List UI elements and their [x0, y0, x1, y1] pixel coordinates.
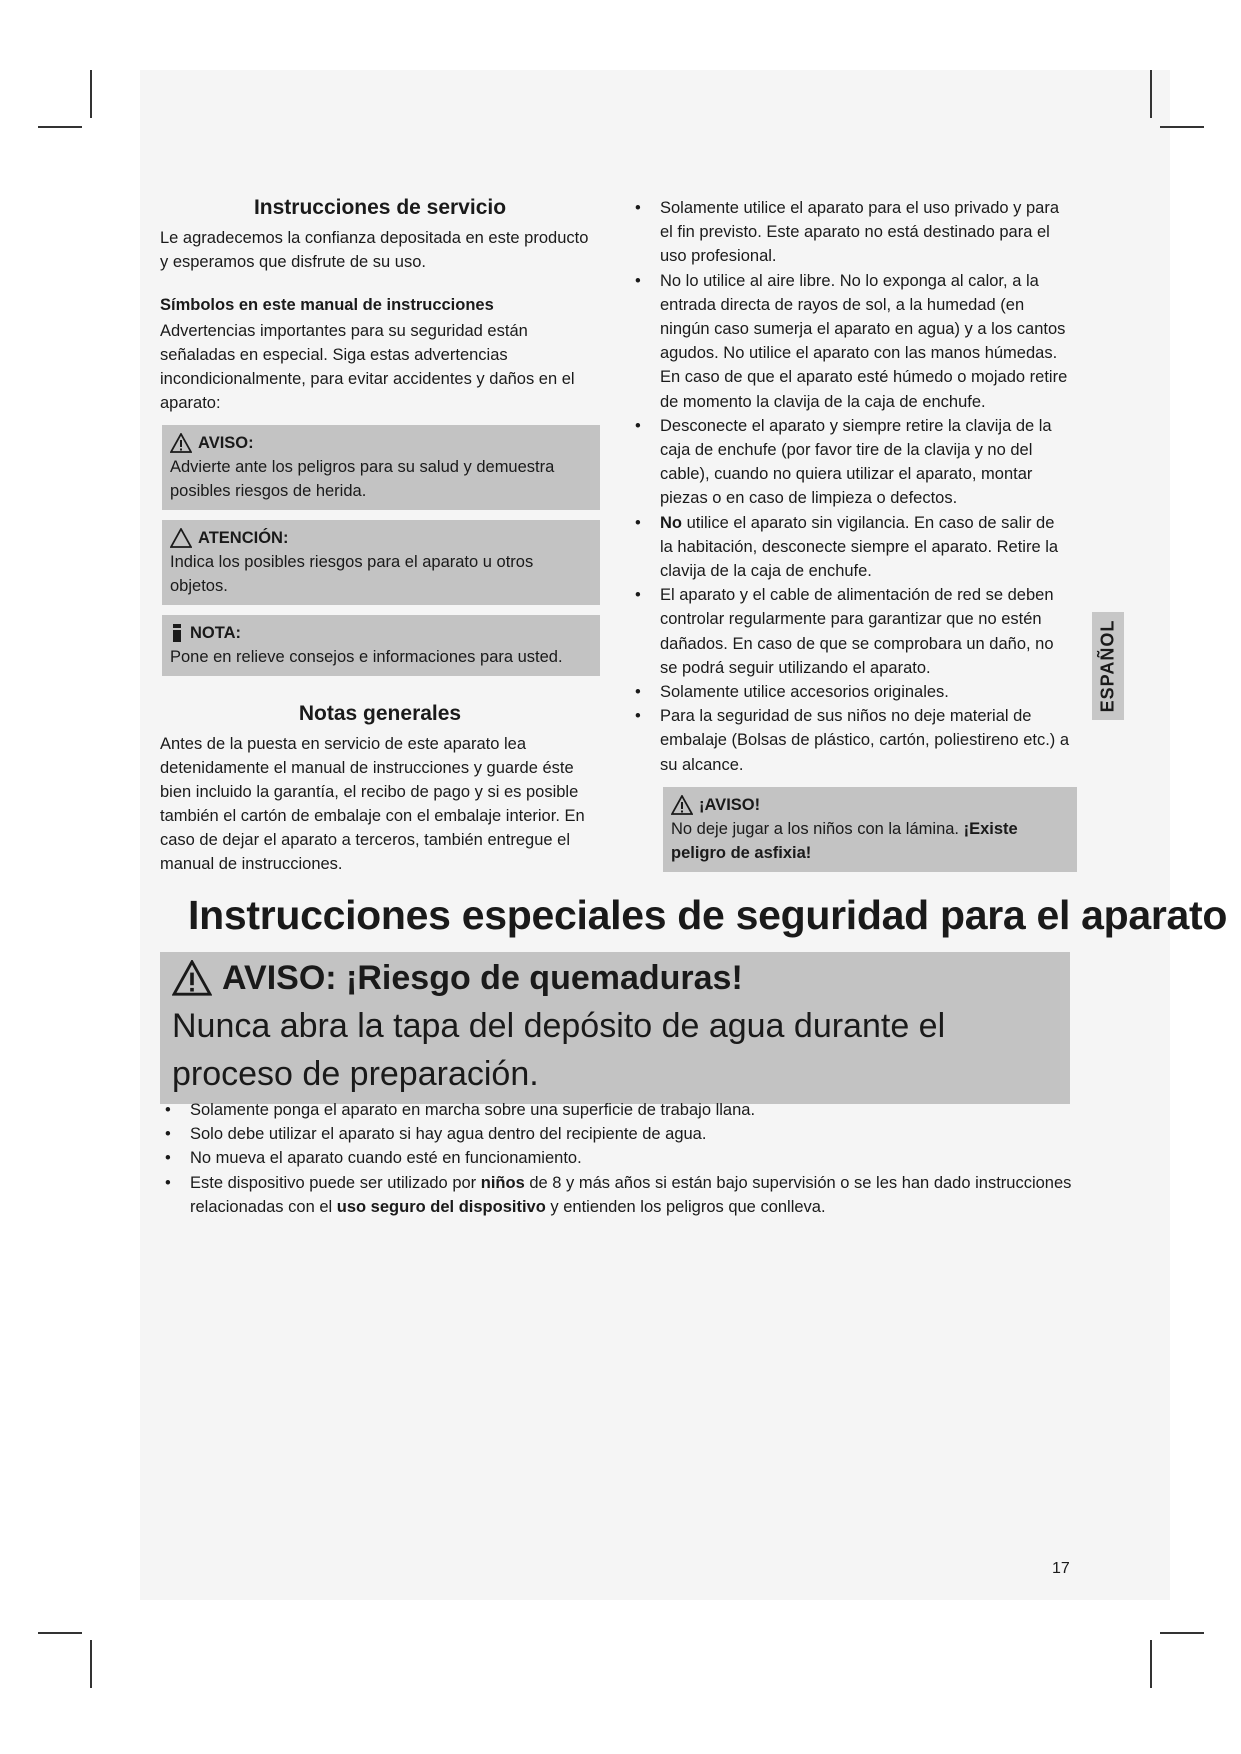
list-item: • Solamente utilice accesorios originales.: [630, 680, 1070, 704]
list-item: • No lo utilice al aire libre. No lo exponga al calor, a la entrada directa de rayos de sol, a la humedad (en ningún caso sumerja el aparato en agua) y a los cantos agudos. No utilice el aparato con las manos húmedas. En caso de que el aparato esté húmedo o mojado retire de momento la clavija de la caja de enchufe.: [630, 269, 1070, 414]
aviso-title: AVISO:: [198, 434, 254, 452]
child-warning-text-block: [671, 817, 1069, 865]
aviso-box: [162, 425, 600, 510]
page-number: 17: [1052, 1560, 1070, 1577]
list-item-text: de 8 y más años si están bajo supervisión o se les han dado instrucciones relacionadas con el: [190, 1173, 1072, 1216]
left-column: [160, 190, 600, 876]
child-warning-title-row: [671, 793, 1069, 817]
bold-text: niños: [480, 1173, 525, 1192]
bold-text: No: [660, 513, 682, 532]
info-icon: [170, 623, 184, 643]
nota-title-row: [170, 621, 592, 645]
burn-warning-box: [160, 952, 1070, 1104]
list-item: [160, 1171, 1080, 1219]
warning-icon: [170, 433, 192, 453]
crop-mark: [1160, 126, 1204, 128]
burn-warning-text: Nunca abra la tapa del depósito de agua durante el proceso de preparación.: [172, 1007, 946, 1093]
warning-icon: [172, 960, 212, 996]
list-item: [630, 511, 1070, 584]
right-column: [630, 196, 1070, 872]
child-warning-box: [663, 787, 1077, 872]
general-notes-title: Notas generales: [298, 702, 462, 725]
child-warning-title: ¡AVISO!: [699, 795, 761, 814]
list-item: • Solo debe utilizar el aparato si hay agua dentro del recipiente de agua.: [160, 1122, 1080, 1146]
section-title: Instrucciones de servicio: [253, 196, 507, 219]
aviso-title-row: [170, 431, 592, 455]
intro-text: Le agradecemos la confianza depositada en este producto y esperamos que disfrute de su uso.: [160, 229, 589, 271]
atencion-box: [162, 520, 600, 605]
crop-mark: [38, 1632, 82, 1634]
aviso-text: Advierte ante los peligros para su salud y demuestra posibles riesgos de herida.: [170, 458, 555, 500]
atencion-text: Indica los posibles riesgos para el aparato u otros objetos.: [170, 553, 534, 595]
nota-title: NOTA:: [190, 624, 242, 642]
burn-warning-title: AVISO: ¡Riesgo de quemaduras!: [222, 959, 743, 997]
nota-text: Pone en relieve consejos e informaciones para usted.: [170, 648, 563, 666]
list-item-text: Este dispositivo puede ser utilizado por: [190, 1173, 481, 1192]
crop-mark: [1150, 70, 1152, 118]
atencion-title-row: [170, 526, 592, 550]
list-item: • El aparato y el cable de alimentación de red se deben controlar regularmente para garantizar que no estén dañados. En caso de que se comprobara un daño, no se podrá seguir utilizando el aparato.: [630, 583, 1070, 680]
safety-list: [630, 196, 1070, 777]
symbols-heading: Símbolos en este manual de instrucciones: [160, 296, 494, 314]
general-notes-text: Antes de la puesta en servicio de este aparato lea detenidamente el manual de instrucciones y guarde éste bien incluido la garantía, el recibo de pago y si es posible también el cartón de embalaje con el embalaje interior. En caso de dejar el aparato a terceros, también entregue el manual de instrucciones.: [160, 735, 585, 873]
appliance-rules-list: [160, 1098, 1080, 1219]
crop-mark: [38, 126, 82, 128]
child-warning-bold: ¡Existe peligro de asfixia!: [671, 819, 1018, 862]
list-item: • No mueva el aparato cuando esté en funcionamiento.: [160, 1146, 1080, 1170]
crop-mark: [1150, 1640, 1152, 1688]
list-item: • Solamente ponga el aparato en marcha sobre una superficie de trabajo llana.: [160, 1098, 1080, 1122]
language-tab-label: ESPAÑOL: [1097, 619, 1118, 713]
bold-text: uso seguro del dispositivo: [336, 1197, 546, 1216]
list-item-text: utilice el aparato sin vigilancia. En caso de salir de la habitación, desconecte siempre el aparato. Retire la clavija de la caja de enchufe.: [660, 513, 1059, 581]
crop-mark: [1160, 1632, 1204, 1634]
crop-mark: [90, 70, 92, 118]
warning-icon: [671, 795, 693, 815]
caution-icon: [170, 528, 192, 548]
list-item: • Solamente utilice el aparato para el uso privado y para el fin previsto. Este aparato no está destinado para el uso profesional.: [630, 196, 1070, 269]
nota-box: [162, 615, 600, 676]
list-item-text: y entienden los peligros que conlleva.: [545, 1197, 826, 1216]
child-warning-text: No deje jugar a los niños con la lámina.: [671, 819, 964, 838]
burn-warning-title-row: [172, 954, 1058, 1002]
atencion-title: ATENCIÓN:: [198, 529, 289, 547]
list-item: • Desconecte el aparato y siempre retire la clavija de la caja de enchufe (por favor tire de la clavija y no del cable), cuando no quiera utilizar el aparato, montar piezas o en caso de limpieza o defectos.: [630, 414, 1070, 511]
list-item: • Para la seguridad de sus niños no deje material de embalaje (Bolsas de plástico, cartón, poliestireno etc.) a su alcance.: [630, 704, 1070, 777]
special-safety-title: Instrucciones especiales de seguridad para el aparato: [188, 892, 1228, 938]
language-tab: [1092, 612, 1124, 720]
crop-mark: [90, 1640, 92, 1688]
symbols-text: Advertencias importantes para su seguridad están señaladas en especial. Siga estas advertencias incondicionalmente, para evitar accidentes y daños en el aparato:: [160, 322, 575, 412]
